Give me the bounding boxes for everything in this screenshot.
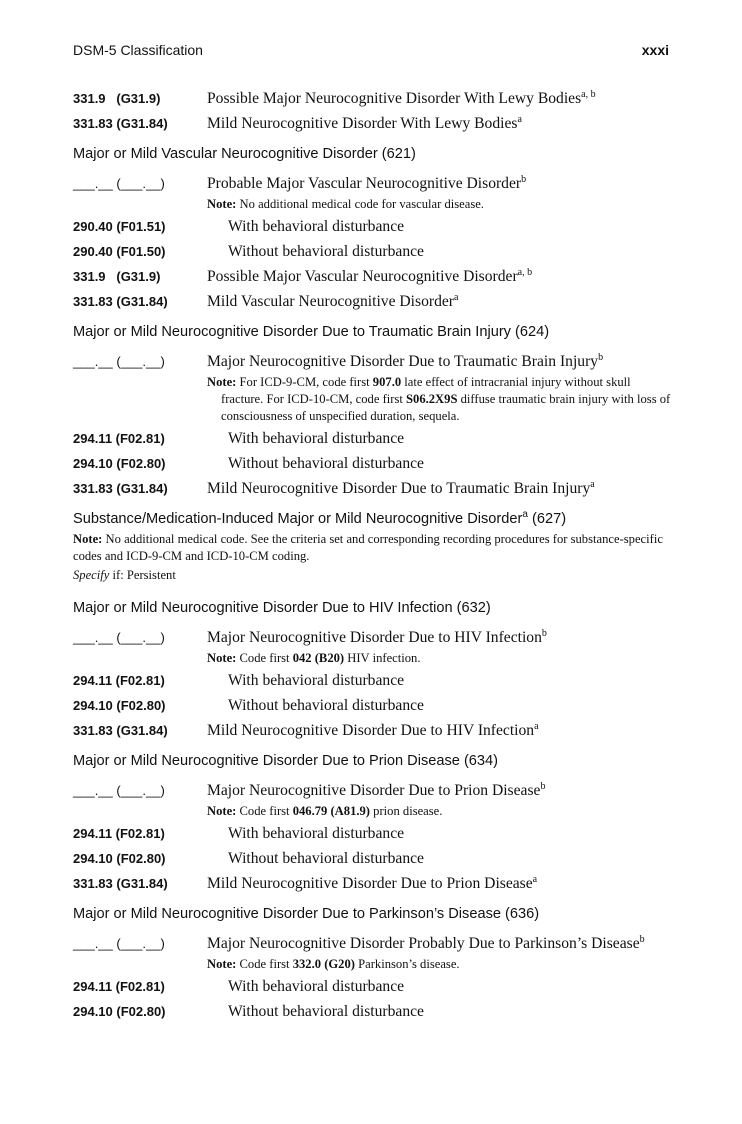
diagnosis-code: 294.11 (F02.81) — [73, 826, 165, 841]
section-hiv — [73, 598, 671, 743]
page-number: xxxi — [641, 42, 669, 58]
code-row — [73, 720, 671, 743]
diagnosis-text: Mild Vascular Neurocognitive Disorder$^a$ — [207, 292, 459, 310]
code-row — [73, 627, 671, 650]
section-parkinsons — [73, 904, 671, 1024]
code-row — [73, 478, 671, 501]
section-substance-induced — [73, 509, 671, 584]
footnote-marker: a — [534, 721, 539, 732]
diagnosis-code: 294.10 (F02.80) — [73, 851, 166, 866]
diagnosis-code: 294.11 (F02.81) — [73, 673, 165, 688]
diagnosis-text: Major Neurocognitive Disorder Probably Due to Parkinson’s Disease$^b$ — [207, 934, 645, 952]
diagnosis-code: 331.83 (G31.84) — [73, 876, 168, 891]
code-row — [73, 976, 671, 999]
coding-note: Note: Code first 332.0 (G20) Parkinson’s disease. — [207, 957, 460, 971]
section-heading: Substance/Medication-Induced Major or Mild Neurocognitive Disorder$^a$ (627) — [73, 509, 567, 527]
footnote-marker: b — [639, 934, 645, 945]
footnote-marker: b — [521, 174, 527, 185]
code-row — [73, 670, 671, 693]
diagnosis-code: 331.9 (G31.9) — [73, 91, 161, 106]
diagnosis-code: 294.10 (F02.80) — [73, 698, 166, 713]
diagnosis-code: 294.11 (F02.81) — [73, 431, 165, 446]
footnote-marker: b — [598, 352, 604, 363]
blank-code: ___.__ (___.__) — [73, 936, 165, 951]
diagnosis-code: 331.83 (G31.84) — [73, 116, 168, 131]
footnote-marker: a, b — [581, 89, 596, 100]
code-row — [73, 216, 671, 239]
section-heading: Major or Mild Neurocognitive Disorder Due to Prion Disease (634) — [73, 753, 499, 769]
diagnosis-text: Mild Neurocognitive Disorder Due to Traumatic Brain Injury$^a$ — [207, 479, 595, 497]
running-header — [73, 42, 671, 62]
diagnosis-text: Mild Neurocognitive Disorder With Lewy Bodies$^a$ — [207, 114, 522, 132]
code-row — [73, 848, 671, 871]
diagnosis-text: Possible Major Vascular Neurocognitive Disorder$^{a, b}$ — [207, 267, 533, 285]
footnote-marker: a — [522, 509, 528, 520]
diagnosis-code: 290.40 (F01.50) — [73, 244, 166, 259]
subtype-text: With behavioral disturbance — [228, 825, 405, 842]
lewy-bodies-continuation — [73, 88, 671, 136]
section-prion — [73, 751, 671, 896]
blank-code: ___.__ (___.__) — [73, 176, 165, 191]
subtype-text: Without behavioral disturbance — [228, 697, 424, 714]
coding-note: Note: Code first 042 (B20) HIV infection. — [207, 651, 421, 665]
code-row — [73, 933, 671, 956]
code-row — [73, 823, 671, 846]
blank-code: ___.__ (___.__) — [73, 354, 165, 369]
diagnosis-text: Major Neurocognitive Disorder Due to Prion Disease$^b$ — [207, 781, 546, 799]
coding-note: Note: Code first 046.79 (A81.9) prion disease. — [207, 804, 443, 818]
code-row — [73, 428, 671, 451]
subtype-text: Without behavioral disturbance — [228, 243, 424, 260]
section-traumatic-brain-injury — [73, 322, 671, 501]
subtype-text: Without behavioral disturbance — [228, 1003, 424, 1020]
code-row — [73, 113, 671, 136]
code-row — [73, 88, 671, 111]
section-heading: Major or Mild Vascular Neurocognitive Disorder (621) — [73, 146, 416, 162]
diagnosis-text: Major Neurocognitive Disorder Due to HIV Infection$^b$ — [207, 628, 547, 646]
diagnosis-text: Major Neurocognitive Disorder Due to Traumatic Brain Injury$^b$ — [207, 352, 604, 370]
code-row — [73, 241, 671, 264]
blank-code: ___.__ (___.__) — [73, 783, 165, 798]
diagnosis-text: Possible Major Neurocognitive Disorder With Lewy Bodies$^{a, b}$ — [207, 89, 596, 107]
diagnosis-code: 331.83 (G31.84) — [73, 294, 168, 309]
section-heading: Major or Mild Neurocognitive Disorder Due to HIV Infection (632) — [73, 600, 491, 616]
code-row — [73, 453, 671, 476]
diagnosis-text: Mild Neurocognitive Disorder Due to HIV Infection$^a$ — [207, 721, 539, 739]
code-row — [73, 266, 671, 289]
footnote-marker: a — [454, 292, 459, 303]
subtype-text: With behavioral disturbance — [228, 672, 405, 689]
diagnosis-code: 290.40 (F01.51) — [73, 219, 166, 234]
section-heading: Major or Mild Neurocognitive Disorder Due to Parkinson’s Disease (636) — [73, 906, 540, 922]
diagnosis-code: 294.11 (F02.81) — [73, 979, 165, 994]
diagnosis-text: Probable Major Vascular Neurocognitive Disorder$^b$ — [207, 174, 527, 192]
coding-note: Note: No additional medical code for vascular disease. — [207, 197, 484, 211]
diagnosis-code: 331.9 (G31.9) — [73, 269, 161, 284]
subtype-text: With behavioral disturbance — [228, 978, 405, 995]
page-body — [73, 88, 671, 1032]
diagnosis-code: 294.10 (F02.80) — [73, 456, 166, 471]
code-row — [73, 780, 671, 803]
footnote-marker: a — [590, 479, 595, 490]
diagnosis-code: 294.10 (F02.80) — [73, 1004, 166, 1019]
section-heading: Major or Mild Neurocognitive Disorder Due to Traumatic Brain Injury (624) — [73, 324, 550, 340]
coding-note: Note: For ICD-9-CM, code first 907.0 late effect of intracranial injury without skull fracture. For ICD-10-CM, code first S06.2X9S diffuse traumatic brain injury with loss of consciousness of unspecified duration, sequela. — [207, 375, 671, 423]
code-row — [73, 173, 671, 196]
subtype-text: With behavioral disturbance — [228, 430, 405, 447]
footnote-marker: b — [540, 781, 546, 792]
subtype-text: Without behavioral disturbance — [228, 850, 424, 867]
code-row — [73, 873, 671, 896]
code-row — [73, 291, 671, 314]
diagnosis-text: Mild Neurocognitive Disorder Due to Prion Disease$^a$ — [207, 874, 538, 892]
diagnosis-code: 331.83 (G31.84) — [73, 723, 168, 738]
subtype-text: Without behavioral disturbance — [228, 455, 424, 472]
coding-note: Note: No additional medical code. See the criteria set and corresponding recording procedures for substance-specific codes and ICD-9-CM and ICD-10-CM coding. — [73, 532, 663, 563]
footnote-marker: a, b — [517, 267, 533, 278]
footnote-marker: b — [541, 628, 547, 639]
footnote-marker: a — [532, 874, 538, 885]
subtype-text: With behavioral disturbance — [228, 218, 405, 235]
footnote-marker: a — [517, 114, 522, 125]
specifier: Specify if: Persistent — [73, 568, 176, 582]
section-vascular — [73, 144, 671, 314]
code-row — [73, 695, 671, 718]
code-row — [73, 1001, 671, 1024]
diagnosis-code: 331.83 (G31.84) — [73, 481, 168, 496]
blank-code: ___.__ (___.__) — [73, 630, 165, 645]
running-header-title: DSM-5 Classification — [73, 42, 203, 58]
code-row — [73, 351, 671, 374]
